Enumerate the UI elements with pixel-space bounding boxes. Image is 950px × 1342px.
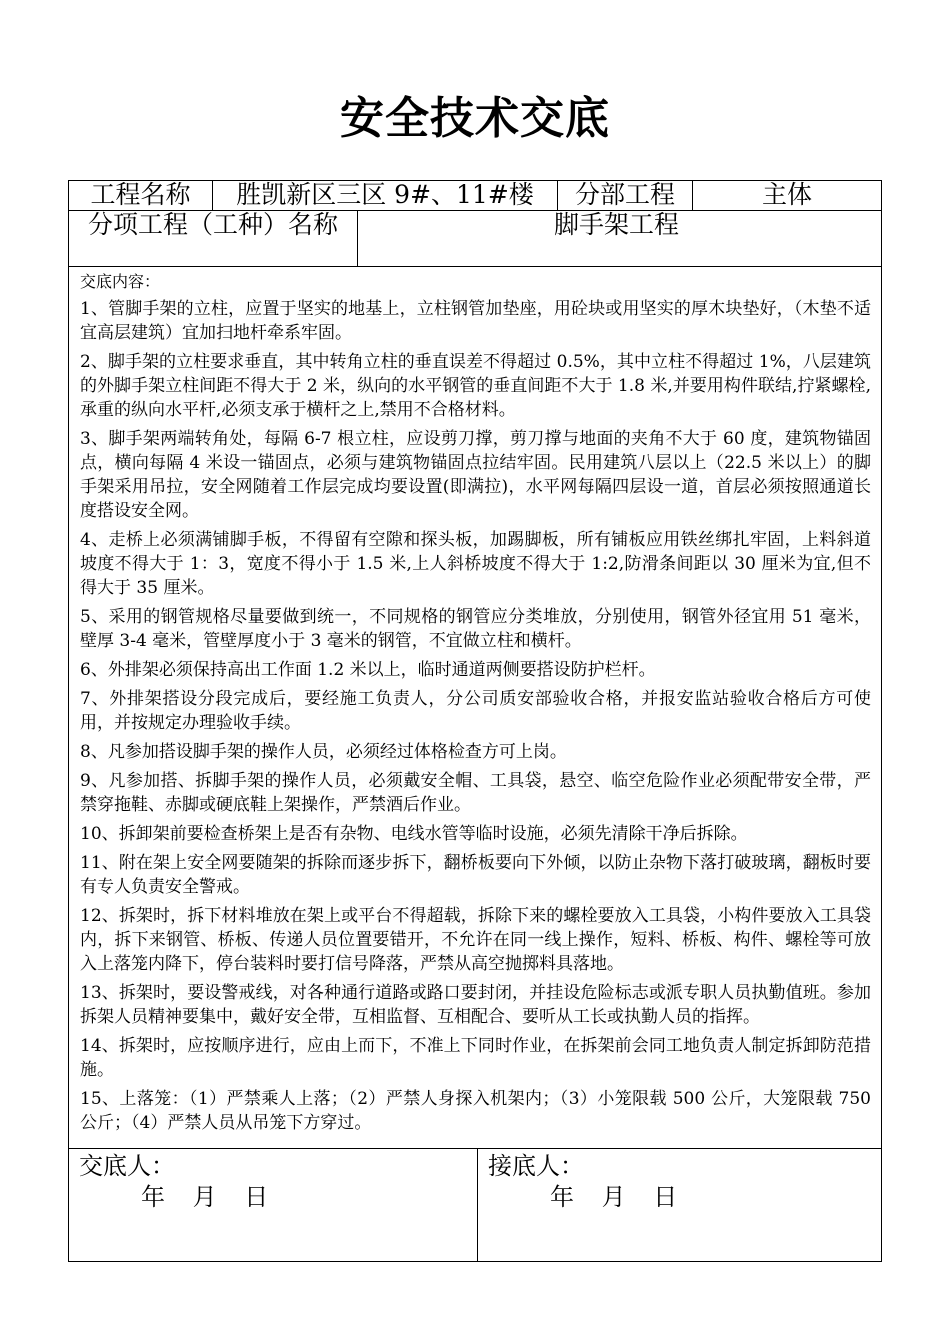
header-row-1 — [69, 181, 881, 211]
content-item: 8、凡参加搭设脚手架的操作人员，必须经过体格检查方可上岗。 — [80, 742, 567, 762]
content-item: 2、脚手架的立柱要求垂直，其中转角立柱的垂直误差不得超过 0.5%，其中立柱不得超过 1%，八层建筑的外脚手架立柱间距不得大于 2 米，纵向的水平钢管的垂直间距不大于 1.8 米,并要用构件联结,拧紧螺栓,承重的纵向水平杆,必须支承于横杆之上,禁用不合格材料。 — [80, 352, 871, 420]
content-label: 交底内容： — [80, 272, 161, 291]
content-item: 14、拆架时，应按顺序进行，应由上而下，不准上下同时作业，在拆架前会同工地负责人制定拆卸防范措施。 — [80, 1036, 871, 1080]
receiver-signature-cell — [477, 1149, 881, 1261]
content-item: 13、拆架时，要设警戒线，对各种通行道路或路口要封闭，并挂设危险标志或派专职人员执勤值班。参加拆架人员精神要集中，戴好安全带，互相监督、互相配合、要听从工长或执勤人员的指挥。 — [80, 983, 871, 1027]
content-item: 10、拆卸架前要检查桥架上是否有杂物、电线水管等临时设施，必须先清除干净后拆除。 — [80, 824, 748, 844]
content-item: 7、外排架搭设分段完成后，要经施工负责人，分公司质安部验收合格，并报安监站验收合格后方可使用，并按规定办理验收手续。 — [80, 689, 871, 733]
content-item: 6、外排架必须保持高出工作面 1.2 米以上，临时通道两侧要搭设防护栏杆。 — [80, 660, 656, 680]
header-row-2 — [69, 211, 881, 267]
project-name-value: 胜凯新区三区 9#、11#楼 — [212, 181, 557, 210]
giver-signature-cell — [69, 1149, 477, 1261]
document-title: 安全技术交底 — [340, 93, 610, 144]
receiver-label: 接底人： — [488, 1152, 584, 1180]
content-item: 12、拆架时，拆下材料堆放在架上或平台不得超载，拆除下来的螺栓要放入工具袋，小构件要放入工具袋内，拆下来钢管、桥板、传递人员位置要错开，不允许在同一线上操作，短料、桥板、构件、螺栓等可放入上落笼内降下，停台装料时要打信号降落，严禁从高空抛掷料具落地。 — [80, 906, 871, 974]
receiver-date: 年 月 日 — [550, 1183, 678, 1211]
content-item: 3、脚手架两端转角处，每隔 6-7 根立柱，应设剪刀撑，剪刀撑与地面的夹角不大于 60 度，建筑物锚固点，横向每隔 4 米设一锚固点，必须与建筑物锚固点拉结牢固。民用建筑八层以上（22.5 米以上）的脚手架采用吊拉，安全网随着工作层完成均要设置(即满拉)，水平网每隔四层设一道，首层必须按照通道长度搭设安全网。 — [80, 429, 871, 521]
division-value: 主体 — [692, 181, 881, 210]
content-item: 9、凡参加搭、拆脚手架的操作人员，必须戴安全帽、工具袋，悬空、临空危险作业必须配带安全带，严禁穿拖鞋、赤脚或硬底鞋上架操作，严禁酒后作业。 — [80, 771, 871, 815]
content-item: 15、上落笼：（1）严禁乘人上落；（2）严禁人身探入机架内；（3）小笼限载 500 公斤，大笼限载 750 公斤；（4）严禁人员从吊笼下方穿过。 — [80, 1089, 871, 1133]
giver-label: 交底人： — [79, 1152, 175, 1180]
project-name-label: 工程名称 — [90, 180, 191, 209]
content-item: 4、走桥上必须满铺脚手板，不得留有空隙和探头板，加踢脚板，所有铺板应用铁丝绑扎牢固，上料斜道坡度不得大于 1：3，宽度不得小于 1.5 米,上人斜桥坡度不得大于 1:2,防滑条间距以 30 厘米为宜,但不得大于 35 厘米。 — [80, 530, 871, 598]
content-item: 1、管脚手架的立柱，应置于坚实的地基上，立柱钢管加垫座，用砼块或用坚实的厚木块垫好，（木垫不适宜高层建筑）宜加扫地杆牵系牢固。 — [80, 299, 871, 343]
division-label: 分部工程 — [557, 181, 692, 210]
disclosure-table — [68, 180, 882, 1262]
content-item: 5、采用的钢管规格尽量要做到统一，不同规格的钢管应分类堆放，分别使用，钢管外径宜用 51 毫米，壁厚 3-4 毫米，管壁厚度小于 3 毫米的钢管，不宜做立柱和横杆。 — [80, 607, 871, 651]
disclosure-content — [69, 267, 881, 1149]
giver-date: 年 月 日 — [141, 1183, 269, 1211]
subitem-value: 脚手架工程 — [357, 211, 881, 266]
content-item: 11、附在架上安全网要随架的拆除而逐步拆下，翻桥板要向下外倾，以防止杂物下落打破玻璃，翻板时要有专人负责安全警戒。 — [80, 853, 871, 897]
subitem-label: 分项工程（工种）名称 — [87, 210, 338, 239]
